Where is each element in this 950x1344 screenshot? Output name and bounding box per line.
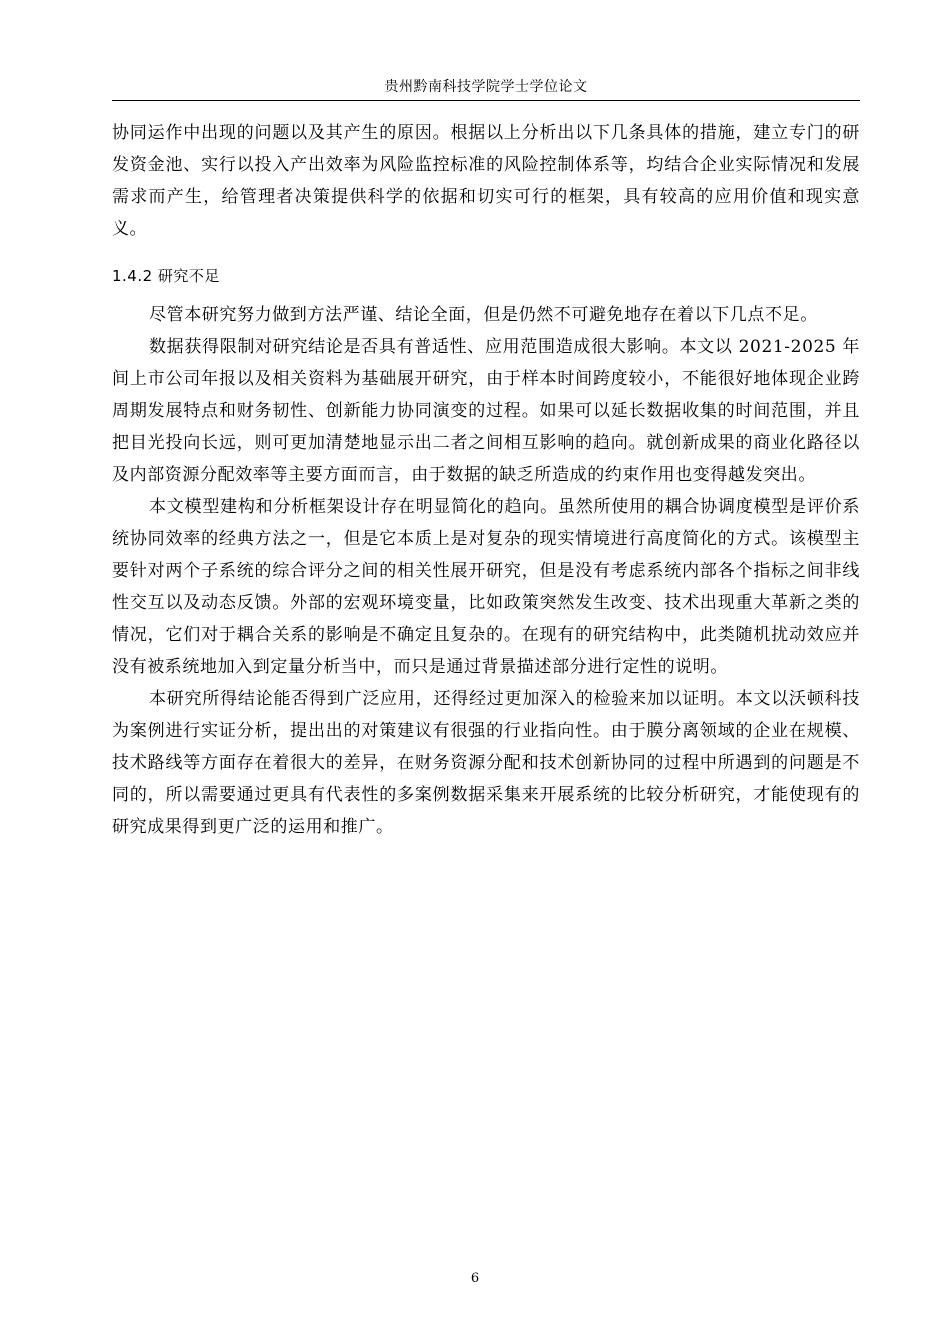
body-paragraph-2: 数据获得限制对研究结论是否具有普适性、应用范围造成很大影响。本文以 2021-2025 年间上市公司年报以及相关资料为基础展开研究，由于样本时间跨度较小，不能很好地体现企业跨周期发展特点和财务韧性、创新能力协同演变的过程。如果可以延长数据收集的时间范围，并且把目光投向长远，则可更加清楚地显示出二者之间相互影响的趋向。就创新成果的商业化路径以及内部资源分配效率等主要方面而言，由于数据的缺乏所造成的约束作用也变得越发突出。 <box>112 337 860 485</box>
body-paragraph-1: 尽管本研究努力做到方法严谨、结论全面，但是仍然不可避免地存在着以下几点不足。 <box>149 305 818 325</box>
page-number: 6 <box>470 1271 480 1286</box>
section-heading: 1.4.2 研究不足 <box>112 267 220 285</box>
header-divider <box>112 100 860 101</box>
page-header-title: 贵州黔南科技学院学士学位论文 <box>384 79 588 95</box>
body-paragraph-4: 本研究所得结论能否得到广泛应用，还得经过更加深入的检验来加以证明。本文以沃顿科技为案例进行实证分析，提出出的对策建议有很强的行业指向性。由于膜分离领域的企业在规模、技术路线等方面存在着很大的差异，在财务资源分配和技术创新协同的过程中所遇到的问题是不同的，所以需要通过更具有代表性的多案例数据采集来开展系统的比较分析研究，才能使现有的研究成果得到更广泛的运用和推广。 <box>112 689 860 837</box>
page-body <box>112 117 860 843</box>
intro-paragraph: 协同运作中出现的问题以及其产生的原因。根据以上分析出以下几条具体的措施，建立专门的研发资金池、实行以投入产出效率为风险监控标准的风险控制体系等，均结合企业实际情况和发展需求而产生，给管理者决策提供科学的依据和切实可行的框架，具有较高的应用价值和现实意义。 <box>112 123 860 239</box>
body-paragraph-3: 本文模型建构和分析框架设计存在明显简化的趋向。虽然所使用的耦合协调度模型是评价系统协同效率的经典方法之一，但是它本质上是对复杂的现实情境进行高度简化的方式。该模型主要针对两个子系统的综合评分之间的相关性展开研究，但是没有考虑系统内部各个指标之间非线性交互以及动态反馈。外部的宏观环境变量，比如政策突然发生改变、技术出现重大革新之类的情况，它们对于耦合关系的影响是不确定且复杂的。在现有的研究结构中，此类随机扰动效应并没有被系统地加入到定量分析当中，而只是通过背景描述部分进行定性的说明。 <box>112 497 860 677</box>
